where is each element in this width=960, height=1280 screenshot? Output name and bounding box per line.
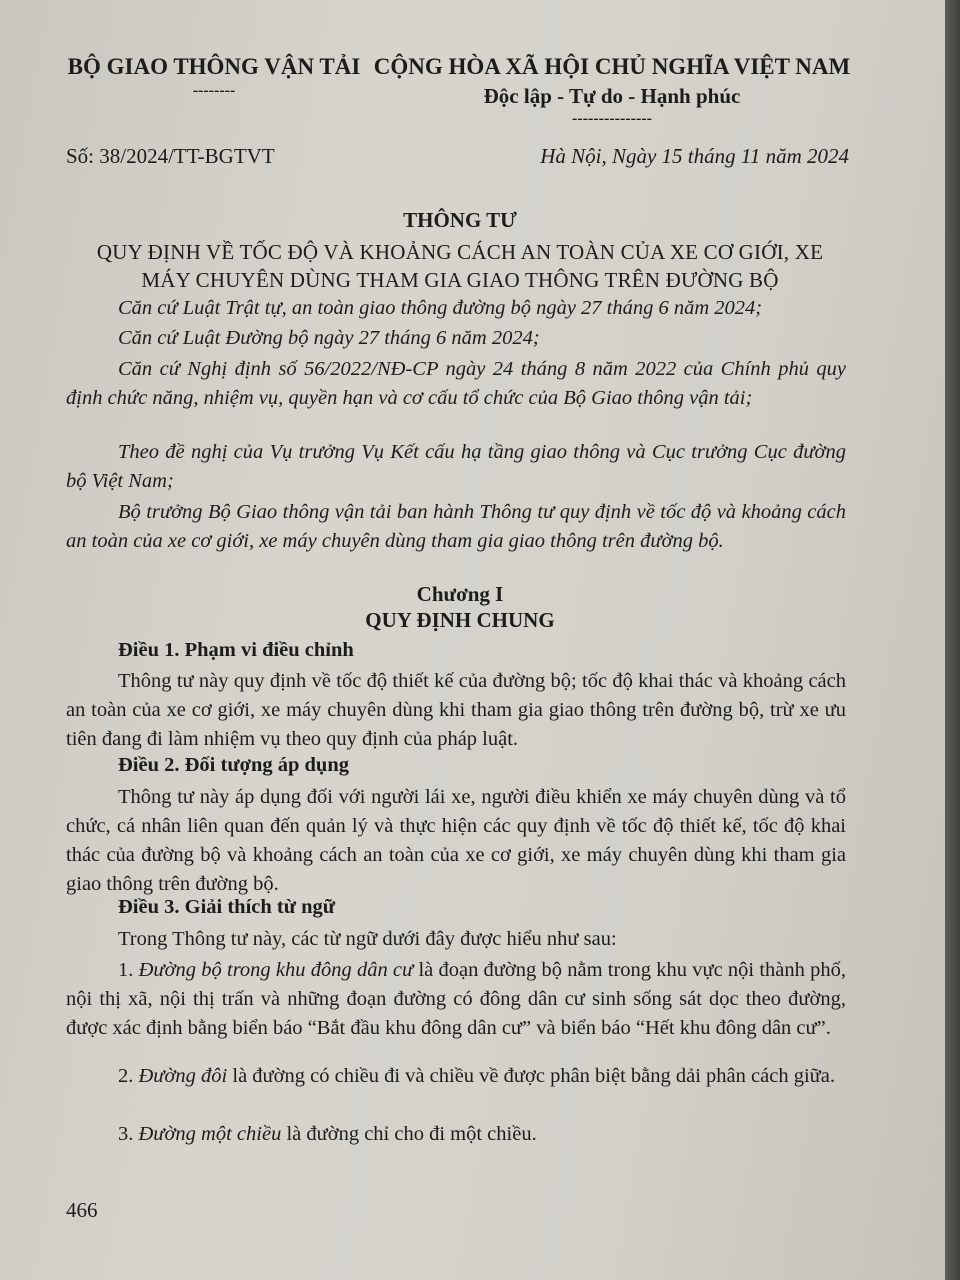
preamble-basis-2: Căn cứ Luật Đường bộ ngày 27 tháng 6 năm 2024; <box>118 327 540 349</box>
item-number: 3. <box>118 1123 139 1145</box>
document-type: THÔNG TƯ <box>403 208 517 232</box>
definition-item-1 <box>66 956 846 1043</box>
preamble-proposal: Theo đề nghị của Vụ trưởng Vụ Kết cấu hạ tầng giao thông và Cục trưởng Cục đường bộ Việt Nam; <box>66 441 846 492</box>
national-title-block <box>372 52 852 128</box>
document-title-line-2: MÁY CHUYÊN DÙNG THAM GIA GIAO THÔNG TRÊN ĐƯỜNG BỘ <box>141 268 779 292</box>
definition-text: là đường có chiều đi và chiều về được phân biệt bằng dải phân cách giữa. <box>227 1065 835 1087</box>
article-1-text: Thông tư này quy định về tốc độ thiết kế của đường bộ; tốc độ khai thác và khoảng cách an toàn của xe cơ giới, xe máy chuyên dùng khi tham gia giao thông trên đường bộ, trừ xe ưu tiên đang đi làm nhiệm vụ theo quy định của pháp luật. <box>66 670 846 750</box>
ministry-divider: -------- <box>192 82 236 99</box>
definition-text: là đường chỉ cho đi một chiều. <box>281 1123 537 1145</box>
article-2-heading: Điều 2. Đối tượng áp dụng <box>118 754 349 776</box>
issuer-block <box>64 52 364 100</box>
preamble-issuance: Bộ trưởng Bộ Giao thông vận tải ban hành Thông tư quy định về tốc độ và khoảng cách an toàn của xe cơ giới, xe máy chuyên dùng tham gia giao thông trên đường bộ. <box>66 501 846 552</box>
country-name: CỘNG HÒA XÃ HỘI CHỦ NGHĨA VIỆT NAM <box>373 54 851 79</box>
document-title-line-1: QUY ĐỊNH VỀ TỐC ĐỘ VÀ KHOẢNG CÁCH AN TOÀN CỦA XE CƠ GIỚI, XE <box>96 240 824 264</box>
ministry-name: BỘ GIAO THÔNG VẬN TẢI <box>67 54 361 79</box>
article-3-heading: Điều 3. Giải thích từ ngữ <box>118 896 336 918</box>
chapter-title: QUY ĐỊNH CHUNG <box>365 608 555 632</box>
defined-term: Đường bộ trong khu đông dân cư <box>138 959 414 981</box>
definition-item-2 <box>66 1062 846 1091</box>
book-spine-shadow <box>945 0 960 1280</box>
document-number: Số: 38/2024/TT-BGTVT <box>66 144 275 168</box>
definition-item-3 <box>66 1120 846 1149</box>
defined-term: Đường một chiều <box>138 1123 282 1145</box>
item-number: 2. <box>118 1065 139 1087</box>
preamble-basis-1: Căn cứ Luật Trật tự, an toàn giao thông đường bộ ngày 27 tháng 6 năm 2024; <box>118 297 763 319</box>
motto: Độc lập - Tự do - Hạnh phúc <box>483 84 741 108</box>
defined-term: Đường đôi <box>138 1065 228 1087</box>
article-1-heading: Điều 1. Phạm vi điều chỉnh <box>118 639 354 661</box>
document-date: Hà Nội, Ngày 15 tháng 11 năm 2024 <box>540 144 849 168</box>
article-3-intro: Trong Thông tư này, các từ ngữ dưới đây được hiểu như sau: <box>118 928 617 950</box>
page-number: 466 <box>66 1198 98 1222</box>
item-number: 1. <box>118 959 139 981</box>
preamble-basis-3: Căn cứ Nghị định số 56/2022/NĐ-CP ngày 24 tháng 8 năm 2022 của Chính phủ quy định chức năng, nhiệm vụ, quyền hạn và cơ cấu tổ chức của Bộ Giao thông vận tải; <box>66 358 846 409</box>
article-2-text: Thông tư này áp dụng đối với người lái xe, người điều khiển xe máy chuyên dùng và tổ chức, cá nhân liên quan đến quản lý và thực hiện các quy định về tốc độ thiết kế, tốc độ khai thác của đường bộ và khoảng cách an toàn của xe cơ giới, xe máy chuyên dùng khi tham gia giao thông trên đường bộ. <box>66 786 846 895</box>
definition-text: là đoạn đường bộ nằm trong khu vực nội thành phố, nội thị xã, nội thị trấn và những đoạn đường có đông dân cư sinh sống sát dọc theo đường, được xác định bằng biển báo “Bắt đầu khu đông dân cư” và biển báo “Hết khu đông dân cư”. <box>66 959 846 1039</box>
motto-divider: --------------- <box>572 110 652 127</box>
chapter-label: Chương I <box>416 582 504 606</box>
